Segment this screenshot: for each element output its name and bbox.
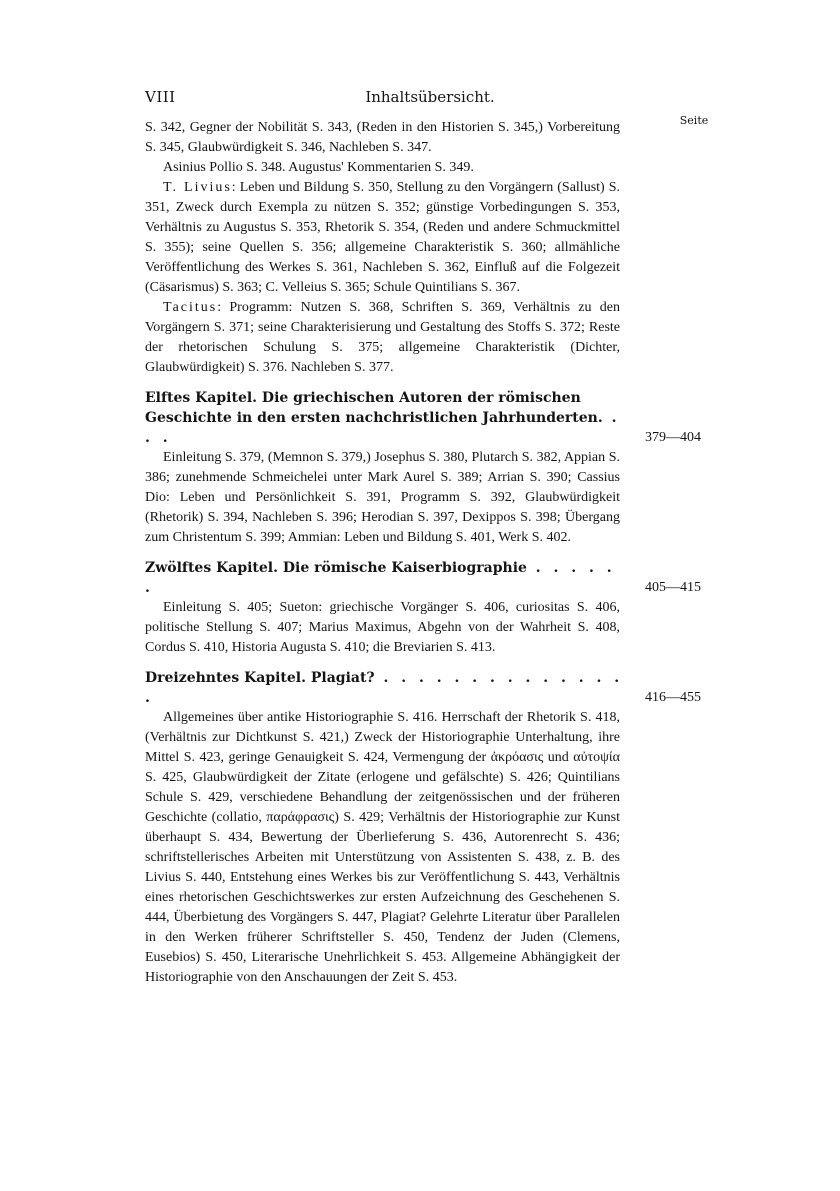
tacitus-paragraph [145,298,620,378]
author-name: T. Livius [163,180,232,195]
livius-paragraph [145,178,620,298]
chapter-summary: Einleitung S. 405; Sueton: griechische Vorgänger S. 406, curiositas S. 406, politische Stellung S. 407; Marius Maximus, Abgehn von der Wahrheit S. 408, Cordus S. 410, Historia Augusta S. 410; die Breviarien S. 413. [145,600,620,655]
chapter-summary: Allgemeines über antike Historiographie S. 416. Herrschaft der Rhetorik S. 418, (Verhältnis zur Dichtkunst S. 421,) Zweck der Historiographie Unterhaltung, ihre Mittel S. 423, geringe Genauigkeit S. 424, Vermengung der ἀκρόασις und αὐτοψία S. 425, Glaubwürdigkeit der Zitate (erlogene und gefälschte) S. 426; Quintilians Schule S. 429, verschiedene Behandlung der zeitgenössischen und der früheren Geschichte (collatio, παράφρασις) S. 429; Verhältnis der Historiographie zur Kunst überhaupt S. 434, Bewertung der Überlieferung S. 436, Autorenrecht S. 436; schriftstellerisches Arbeiten mit Unterstützung von Assistenten S. 438, z. B. des Livius S. 440, Entstehung eines Werkes bis zur Veröffentlichung S. 443, Verhältnis eines rhetorischen Geschichtswerkes zur ersten Aufzeichnung des Geschehenen S. 444, Überbietung des Vorgängers S. 447, Plagiat? Gelehrte Literatur über Parallelen in den Werken früherer Schriftsteller S. 450, Tendenz der Juden (Clemens, Eusebios) S. 450, Literarische Unehrlichkeit S. 453. Allgemeine Abhängigkeit der Historiographie von den Anschauungen der Zeit S. 453. [145,710,620,985]
toc-body [145,118,725,988]
continuation-paragraph: S. 342, Gegner der Nobilität S. 343, (Reden in den Historien S. 345,) Vorbereitung S. 345, Glaubwürdigkeit S. 346, Nachleben S. 347. [145,120,620,155]
chapter-pages: 405—415 [645,580,701,595]
asinius-paragraph: Asinius Pollio S. 348. Augustus' Kommentarien S. 349. [163,160,474,175]
author-entry: : Programm: Nutzen S. 368, Schriften S. 369, Verhältnis zu den Vorgängern S. 371; seine Charakterisierung und Gestaltung des Stoffs S. 372; Reste der rhetorischen Schulung S. 375; allgemeine Charakteristik (Dichter, Glaubwürdigkeit) S. 376. Nachleben S. 377. [145,300,620,375]
author-name: Tacitus [163,300,218,315]
page-column-label: Seite [679,114,709,127]
chapter-title: Dreizehntes Kapitel. Plagiat? . . . . . . . . . . . . . . . [145,670,624,706]
chapter-12 [145,558,725,658]
chapter-11 [145,388,725,548]
chapter-13 [145,668,725,988]
author-entry: : Leben und Bildung S. 350, Stellung zu den Vorgängern (Sallust) S. 351, Zweck durch Exempla zu nützen S. 352; günstige Vorbedingungen S. 353, Verhältnis zu Augustus S. 353, Rhetorik S. 354, (Reden und andere Schmuckmittel S. 355); seine Quellen S. 356; allgemeine Charakteristik S. 360; allmähliche Veröffentlichung des Werkes S. 361, Nachleben S. 362, Einfluß auf die Folgezeit (Cäsarismus) S. 363; C. Velleius S. 365; Schule Quintilians S. 367. [145,180,620,295]
chapter-pages: 416—455 [645,690,701,705]
page-number: VIII [145,88,176,106]
chapter-summary: Einleitung S. 379, (Memnon S. 379,) Josephus S. 380, Plutarch S. 382, Appian S. 386; zunehmende Schmeichelei unter Mark Aurel S. 389; Arrian S. 390; Cassius Dio: Leben und Persönlichkeit S. 391, Programm S. 392, Glaubwürdigkeit (Rhetorik) S. 394, Nachleben S. 396; Herodian S. 397, Dexippos S. 398; Übergang zum Christentum S. 399; Ammian: Leben und Bildung S. 401, Werk S. 402. [145,450,620,545]
chapter-title: Elftes Kapitel. Die griechischen Autoren der römischen Geschichte in den ersten nachchristlichen Jahrhunderten. . . . [145,390,621,446]
chapter-pages: 379—404 [645,430,701,445]
chapter-title: Zwölftes Kapitel. Die römische Kaiserbiographie . . . . . . [145,560,616,596]
running-title: Inhaltsübersicht. [365,88,495,106]
running-header [145,88,715,110]
